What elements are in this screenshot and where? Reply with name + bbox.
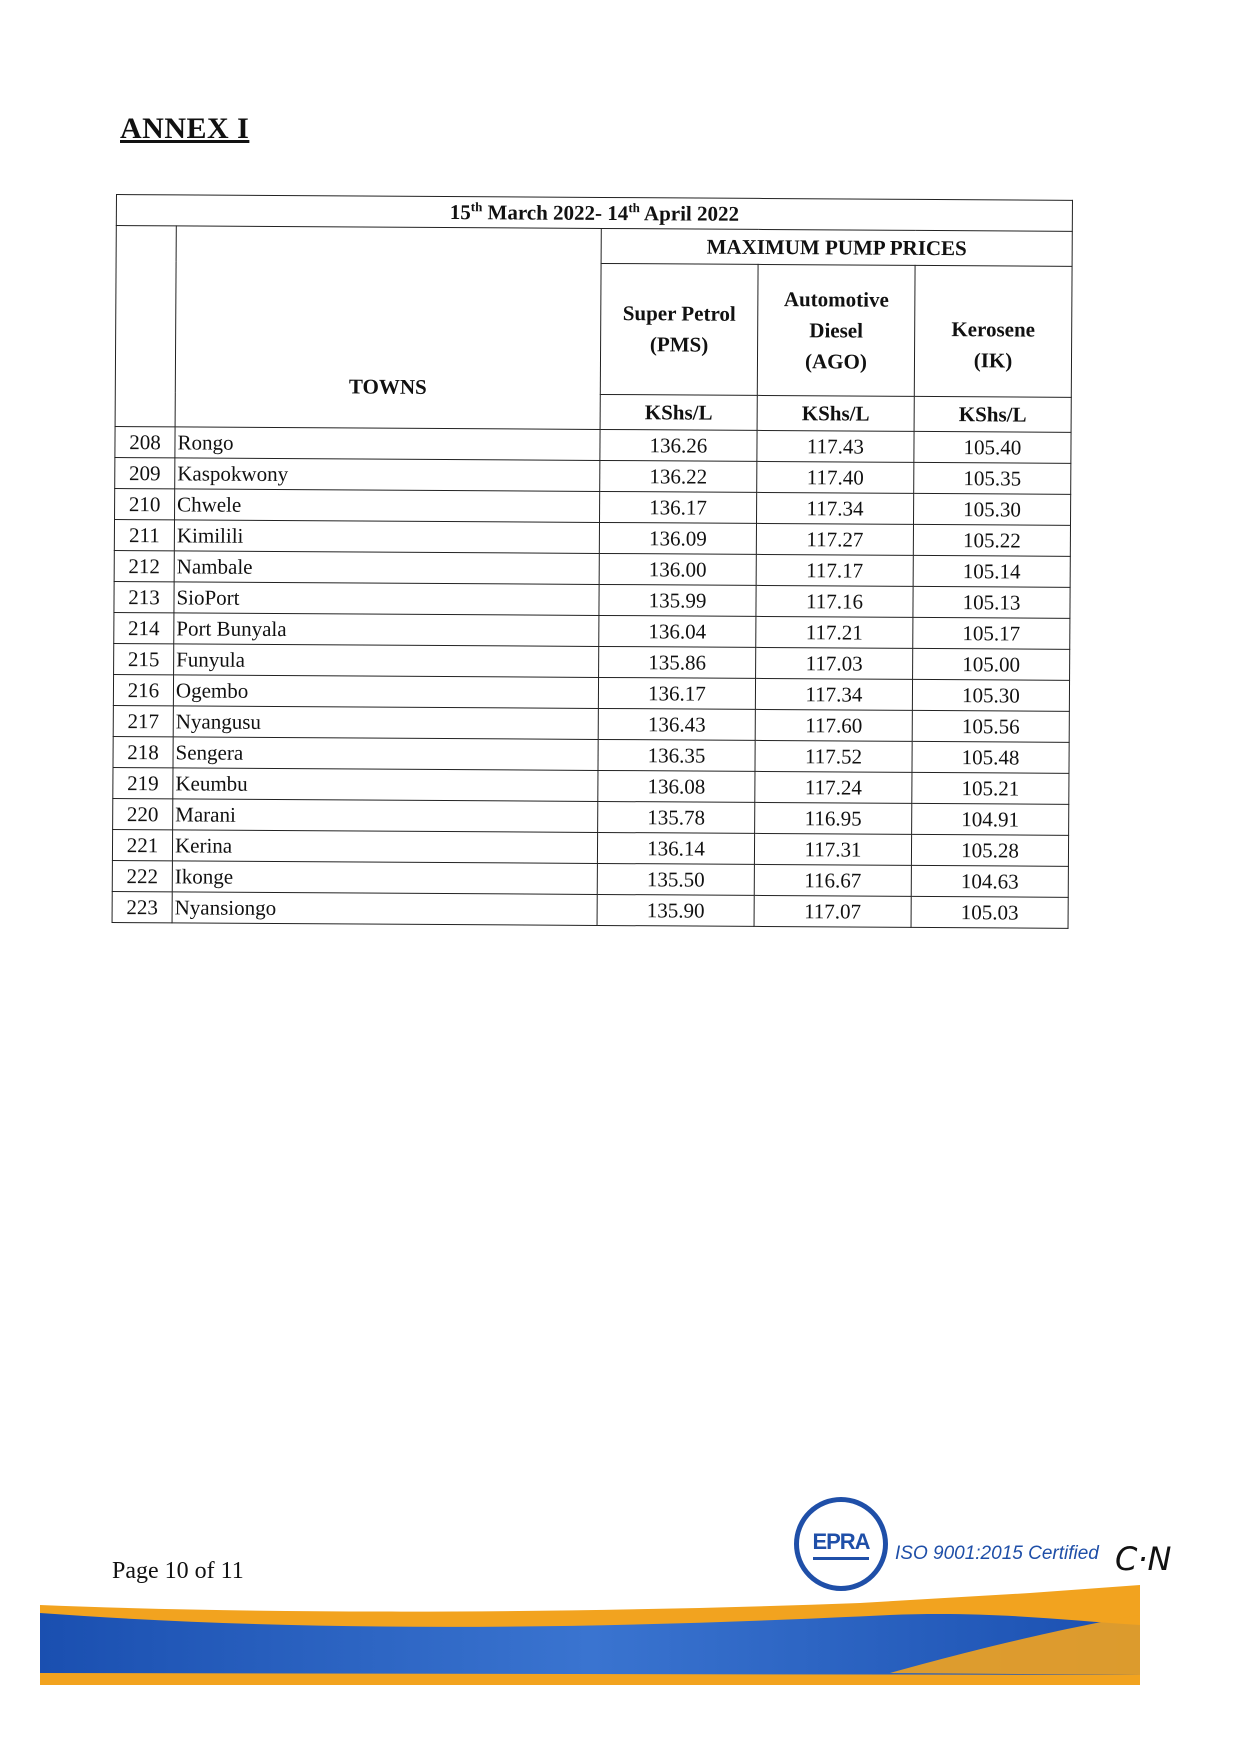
product-header-ago: Automotive Diesel (AGO) — [757, 264, 915, 396]
price-ago: 117.34 — [755, 678, 912, 710]
town-name: Sengera — [173, 737, 598, 771]
price-ik: 104.63 — [911, 865, 1068, 897]
price-pms: 135.78 — [598, 801, 755, 833]
table-row — [112, 891, 1068, 928]
price-rows — [112, 426, 1071, 928]
price-ik: 105.30 — [912, 679, 1069, 711]
page-number: Page 10 of 11 — [112, 1558, 244, 1584]
price-ago: 116.95 — [755, 802, 912, 834]
price-ik: 105.28 — [911, 834, 1068, 866]
price-ago: 117.40 — [757, 461, 914, 493]
price-ago: 117.16 — [756, 585, 913, 617]
price-ago: 117.17 — [756, 554, 913, 586]
price-ago: 117.60 — [755, 709, 912, 741]
town-name: Kimilili — [174, 520, 599, 554]
town-name: Kaspokwony — [175, 458, 600, 492]
price-ago: 117.52 — [755, 740, 912, 772]
town-name: Ikonge — [172, 861, 597, 895]
period-header: 15th March 2022- 14th April 2022 — [116, 195, 1072, 232]
price-pms: 136.22 — [600, 460, 757, 492]
logo-underline — [813, 1557, 869, 1560]
epra-logo-text: EPRA — [812, 1528, 870, 1554]
price-pms: 136.08 — [598, 770, 755, 802]
price-pms: 135.90 — [597, 894, 754, 926]
price-pms: 135.50 — [597, 863, 754, 895]
towns-header: TOWNS — [175, 226, 601, 430]
price-ik: 105.03 — [911, 896, 1068, 928]
row-number: 222 — [112, 860, 172, 891]
unit-pms: KShs/L — [600, 394, 757, 430]
price-ik: 105.56 — [912, 710, 1069, 742]
price-ago: 117.31 — [754, 833, 911, 865]
price-ik: 105.17 — [913, 617, 1070, 649]
price-ago: 117.27 — [756, 523, 913, 555]
price-ik: 105.35 — [914, 462, 1071, 494]
price-ik: 105.14 — [913, 555, 1070, 587]
unit-ik: KShs/L — [914, 396, 1071, 432]
town-name: Rongo — [175, 427, 600, 461]
town-name: Kerina — [172, 830, 597, 864]
footer-wave-graphic — [40, 1585, 1150, 1685]
row-number: 218 — [113, 736, 173, 767]
town-name: Ogembo — [173, 675, 598, 709]
row-number: 223 — [112, 891, 172, 922]
town-name: Nyansiongo — [172, 892, 597, 926]
epra-logo — [794, 1497, 888, 1591]
town-name: Nambale — [174, 551, 599, 585]
row-number: 220 — [113, 798, 173, 829]
price-ago: 117.34 — [756, 492, 913, 524]
handwritten-initials: C·N — [1115, 1540, 1172, 1578]
annex-title: ANNEX I — [120, 112, 250, 145]
price-pms: 135.99 — [599, 584, 756, 616]
price-ago: 117.43 — [757, 430, 914, 462]
price-pms: 136.17 — [598, 677, 755, 709]
max-prices-row — [116, 226, 1072, 267]
product-header-ik: Kerosene (IK) — [914, 265, 1072, 397]
price-pms: 136.14 — [597, 832, 754, 864]
town-name: Nyangusu — [173, 706, 598, 740]
row-number: 210 — [115, 488, 175, 519]
price-pms: 136.43 — [598, 708, 755, 740]
price-ik: 105.21 — [912, 772, 1069, 804]
price-pms: 136.26 — [600, 429, 757, 461]
price-ago: 117.21 — [756, 616, 913, 648]
row-number: 209 — [115, 457, 175, 488]
price-ik: 105.40 — [914, 431, 1071, 463]
row-number: 212 — [114, 550, 174, 581]
row-number: 216 — [113, 674, 173, 705]
price-ik: 104.91 — [912, 803, 1069, 835]
price-ago: 116.67 — [754, 864, 911, 896]
iso-certification: ISO 9001:2015 Certified — [895, 1543, 1099, 1564]
town-name: Marani — [173, 799, 598, 833]
price-ik: 105.22 — [913, 524, 1070, 556]
price-ago: 117.24 — [755, 771, 912, 803]
row-number: 213 — [114, 581, 174, 612]
town-name: Keumbu — [173, 768, 598, 802]
row-number: 221 — [112, 829, 172, 860]
town-name: Port Bunyala — [174, 613, 599, 647]
price-pms: 135.86 — [599, 646, 756, 678]
price-pms: 136.35 — [598, 739, 755, 771]
price-ik: 105.13 — [913, 586, 1070, 618]
town-name: Chwele — [175, 489, 600, 523]
price-ik: 105.00 — [913, 648, 1070, 680]
price-pms: 136.04 — [599, 615, 756, 647]
price-ik: 105.48 — [912, 741, 1069, 773]
price-pms: 136.09 — [599, 522, 756, 554]
price-ik: 105.30 — [913, 493, 1070, 525]
town-name: SioPort — [174, 582, 599, 616]
row-number: 214 — [114, 612, 174, 643]
row-number: 215 — [114, 643, 174, 674]
max-prices-header: MAXIMUM PUMP PRICES — [601, 228, 1072, 266]
town-name: Funyula — [174, 644, 599, 678]
pump-price-table — [112, 194, 1073, 929]
row-number: 217 — [113, 705, 173, 736]
unit-ago: KShs/L — [757, 395, 914, 431]
index-header-cell — [115, 226, 176, 427]
price-ago: 117.07 — [754, 895, 911, 927]
row-number: 208 — [115, 426, 175, 457]
price-ago: 117.03 — [756, 647, 913, 679]
price-pms: 136.00 — [599, 553, 756, 585]
price-pms: 136.17 — [600, 491, 757, 523]
product-header-pms: Super Petrol (PMS) — [600, 263, 758, 395]
row-number: 219 — [113, 767, 173, 798]
row-number: 211 — [114, 519, 174, 550]
